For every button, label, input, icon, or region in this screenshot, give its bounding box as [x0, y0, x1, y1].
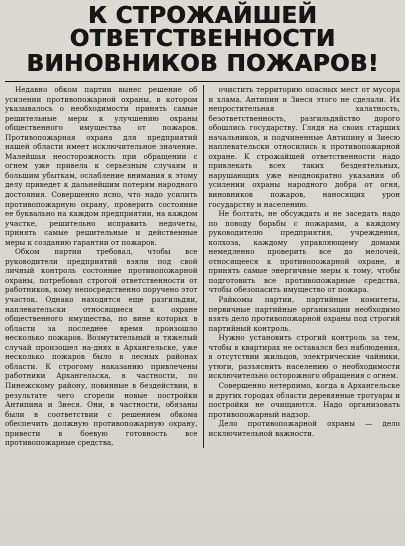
- left-paragraph-1: Недавно обком партии вынес решение об усилении противопожарной охраны, в котором указывалось о необходимости принять самые решительные меры к улучшению охраны общественного имущества от пожаров. Противопожарная охрана для предприятий нашей области имеет исключительное значение. Малейшая неосторожность при обращении с огнем уже привела к серьезным случаям и большим убыткам, ослабление внимания к этому делу приведет к дальнейшим потерям народного достояния. Совершенно ясно, что надо усилить противопожарную охрану, проверить состояние ее буквально на каждом предприятии, на каждом участке, решительно исправить недочеты, принять самые решительные и действенные меры к созданию гарантии от пожаров.: [5, 85, 198, 247]
- right-paragraph-3: Райкомы партии, партийные комитеты, первичные партийные организации необходимо взять дело противопожарной охраны под строгий партийный контроль.: [208, 295, 400, 333]
- article-columns: [5, 85, 400, 448]
- right-paragraph-2: Не болтать, не обсуждать и не заседать надо по поводу борьбы с пожарами, а каждому руководителю предприятия, учреждения, колхоза, каждому управляющему домами немедленно проверить все до мелочей, относящееся к противопожарной охране, и принять самые энергичные меры к тому, чтобы подготовить все противопожарные средства, чтобы обезопасить имущество от пожара.: [208, 209, 400, 295]
- left-paragraph-2: Обком партии требовал, чтобы все руководители предприятий взяли под свой личный контроль состояние противопожарной охраны, потребовал строгой ответственности от работников, кому непосредственно поручено этот участок. Однако находятся еще разгильдяи, наплевательски относящиеся к охране общественного имущества, по вине которых в области за последнее время произошло несколько пожаров. Возмутительный и тяжелый случай произошел на-днях в Архангельске, уже несколько пожаров было в лесных районах области. К строгому наказанию привлечены работники Архангельска, в частности, по Пинежскому району, повинные в бездействии, в результате чего сгорели новые постройки Антипина и Зиеся. Они, в частности, обязаны были в соответствии с решением обкома обеспечить должную противопожарную охрану, привести в боевую готовность все противопожарные средства,: [5, 247, 198, 448]
- headline-line-1: К СТРОЖАЙШЕЙ ОТВЕТСТВЕННОСТИ: [69, 3, 336, 52]
- right-paragraph-6: Дело противопожарной охраны — дело исключительной важности.: [208, 419, 400, 438]
- headline-rule: [5, 81, 400, 82]
- headline-line-2: ВИНОВНИКОВ ПОЖАРОВ!: [26, 51, 379, 77]
- right-column: [203, 85, 401, 448]
- headline: [5, 5, 400, 76]
- right-paragraph-4: Нужно установить строгий контроль за тем, чтобы в квартирах не оставался без наблюдения, в отсутствии жильцов, электрические чайники, утюги, разъяснить населению о необходимости исключительно осторожного обращения с огнем.: [208, 333, 400, 381]
- left-column: [5, 85, 203, 448]
- right-paragraph-5: Совершенно нетерпимо, когда в Архангельске и других городах области деревянные тротуары и постройки не очищаются. Надо организовать противопожарный надзор.: [208, 380, 400, 419]
- right-paragraph-1: очистить территорию опасных мест от мусора и хлама. Антипин и Зиеся этого не сделали. Их непростительная халатность, безответственность, разгильдяйство дорого обошлись государству. Глядя на своих старших начальников, и подчиненные Антипину и Зиесю наплевательски относились к противопожарной охране. К строжайшей ответственности надо привлекать всех таких бездеятельных, нарушающих уже неоднократно указания об усилении охраны народного добра от огня, виновников пожаров, наносящих урон государству и населению.: [208, 85, 400, 209]
